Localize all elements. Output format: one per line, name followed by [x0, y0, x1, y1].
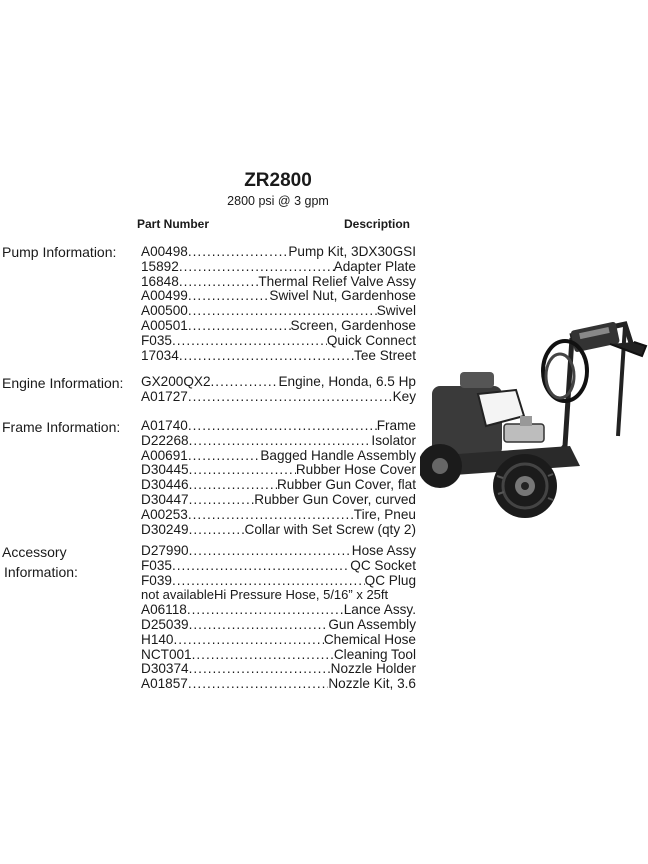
- list-item: [141, 559, 416, 574]
- list-item: [141, 260, 416, 275]
- part-number: A00500: [141, 303, 188, 319]
- part-description: Hose Assy: [351, 543, 416, 558]
- list-item: [141, 662, 416, 677]
- part-number: A01740: [141, 418, 188, 433]
- part-description: Lance Assy.: [343, 602, 416, 618]
- part-number: GX200QX2: [141, 374, 211, 389]
- accessory-parts-list: [141, 544, 416, 692]
- list-item: [141, 574, 416, 589]
- part-number: D27990: [141, 543, 189, 558]
- part-number: A00691: [141, 447, 188, 463]
- part-description: Rubber Gun Cover, flat: [276, 477, 416, 493]
- part-description: Cleaning Tool: [333, 646, 416, 662]
- pump-parts-list: [141, 245, 416, 363]
- part-description: Isolator: [371, 432, 416, 448]
- part-number: D30374: [141, 661, 189, 677]
- part-description: Rubber Hose Cover: [295, 462, 416, 478]
- part-description: Screen, Gardenhose: [290, 317, 416, 333]
- part-number: A01727: [141, 388, 188, 404]
- list-item: [141, 493, 416, 508]
- part-number: 16848: [141, 273, 179, 289]
- part-description: Adapter Plate: [333, 258, 416, 274]
- part-number: A00253: [141, 506, 188, 522]
- list-item: [141, 523, 416, 538]
- list-item: [141, 544, 416, 559]
- part-number: F035: [141, 557, 172, 573]
- part-number: F039: [141, 572, 172, 588]
- list-item: [141, 478, 416, 493]
- part-description: Key: [392, 388, 416, 404]
- part-description: Gun Assembly: [328, 616, 416, 632]
- list-item: [141, 603, 416, 618]
- list-item: [141, 334, 416, 349]
- part-note: not availableHi Pressure Hose, 5/16” x 25ft: [141, 587, 389, 603]
- list-item: [141, 463, 416, 478]
- engine-parts-list: [141, 375, 416, 405]
- list-item: [141, 449, 416, 464]
- part-number: D30446: [141, 477, 189, 493]
- part-description: Nozzle Holder: [330, 661, 416, 677]
- part-description: Chemical Hose: [323, 631, 416, 647]
- part-number: 17034: [141, 347, 179, 363]
- part-number: D22268: [141, 432, 189, 448]
- part-number: A01857: [141, 676, 188, 692]
- list-item: [141, 319, 416, 334]
- part-description: Swivel: [376, 303, 416, 319]
- accessory-section-label: Accessory: [2, 544, 67, 560]
- list-item: [141, 275, 416, 290]
- part-description: Engine, Honda, 6.5 Hp: [278, 374, 416, 389]
- part-number: D30447: [141, 491, 189, 507]
- part-number: A00499: [141, 288, 188, 304]
- part-number: H140: [141, 631, 174, 647]
- list-item: [141, 588, 416, 603]
- list-item: [141, 618, 416, 633]
- part-number-header: Part Number: [137, 217, 210, 231]
- part-description: Swivel Nut, Gardenhose: [269, 288, 416, 304]
- part-number: D30445: [141, 462, 189, 478]
- part-number: A06118: [141, 602, 187, 618]
- part-description: Bagged Handle Assembly: [260, 447, 416, 463]
- accessory-section-label-line2: Information:: [4, 564, 78, 580]
- part-number: 15892: [141, 258, 179, 274]
- pump-section-label: Pump Information:: [2, 244, 117, 260]
- list-item: [141, 304, 416, 319]
- list-item: [141, 648, 416, 663]
- description-header: Description: [344, 217, 411, 231]
- part-description: Tire, Pneu: [353, 506, 416, 522]
- list-item: [141, 508, 416, 523]
- part-description: Quick Connect: [326, 332, 416, 348]
- frame-section-label: Frame Information:: [2, 419, 121, 435]
- list-item: [141, 633, 416, 648]
- part-description: Thermal Relief Valve Assy: [258, 273, 416, 289]
- part-number: NCT001: [141, 646, 192, 662]
- frame-parts-list: [141, 419, 416, 537]
- part-description: Tee Street: [354, 347, 416, 363]
- part-description: QC Socket: [350, 557, 416, 573]
- engine-section-label: Engine Information:: [2, 375, 124, 391]
- part-number: D25039: [141, 616, 189, 632]
- part-number: F035: [141, 332, 172, 348]
- part-description: Nozzle Kit, 3.6: [328, 676, 416, 692]
- part-description: Collar with Set Screw (qty 2): [244, 521, 416, 537]
- list-item: [141, 349, 416, 364]
- part-number: A00498: [141, 244, 188, 259]
- page-subtitle: 2800 psi @ 3 gpm: [227, 194, 329, 208]
- list-item: [141, 677, 416, 692]
- part-description: QC Plug: [364, 572, 416, 588]
- pressure-washer-illustration: [420, 316, 648, 528]
- list-item: [141, 390, 416, 405]
- list-item: [141, 245, 416, 260]
- part-description: Pump Kit, 3DX30GSI: [288, 244, 416, 259]
- part-number: D30249: [141, 521, 189, 537]
- list-item: [141, 419, 416, 434]
- part-number: A00501: [141, 317, 188, 333]
- part-description: Frame: [376, 418, 416, 433]
- list-item: [141, 375, 416, 390]
- list-item: [141, 289, 416, 304]
- page-title: ZR2800: [244, 170, 312, 191]
- list-item: [141, 434, 416, 449]
- part-description: Rubber Gun Cover, curved: [254, 491, 416, 507]
